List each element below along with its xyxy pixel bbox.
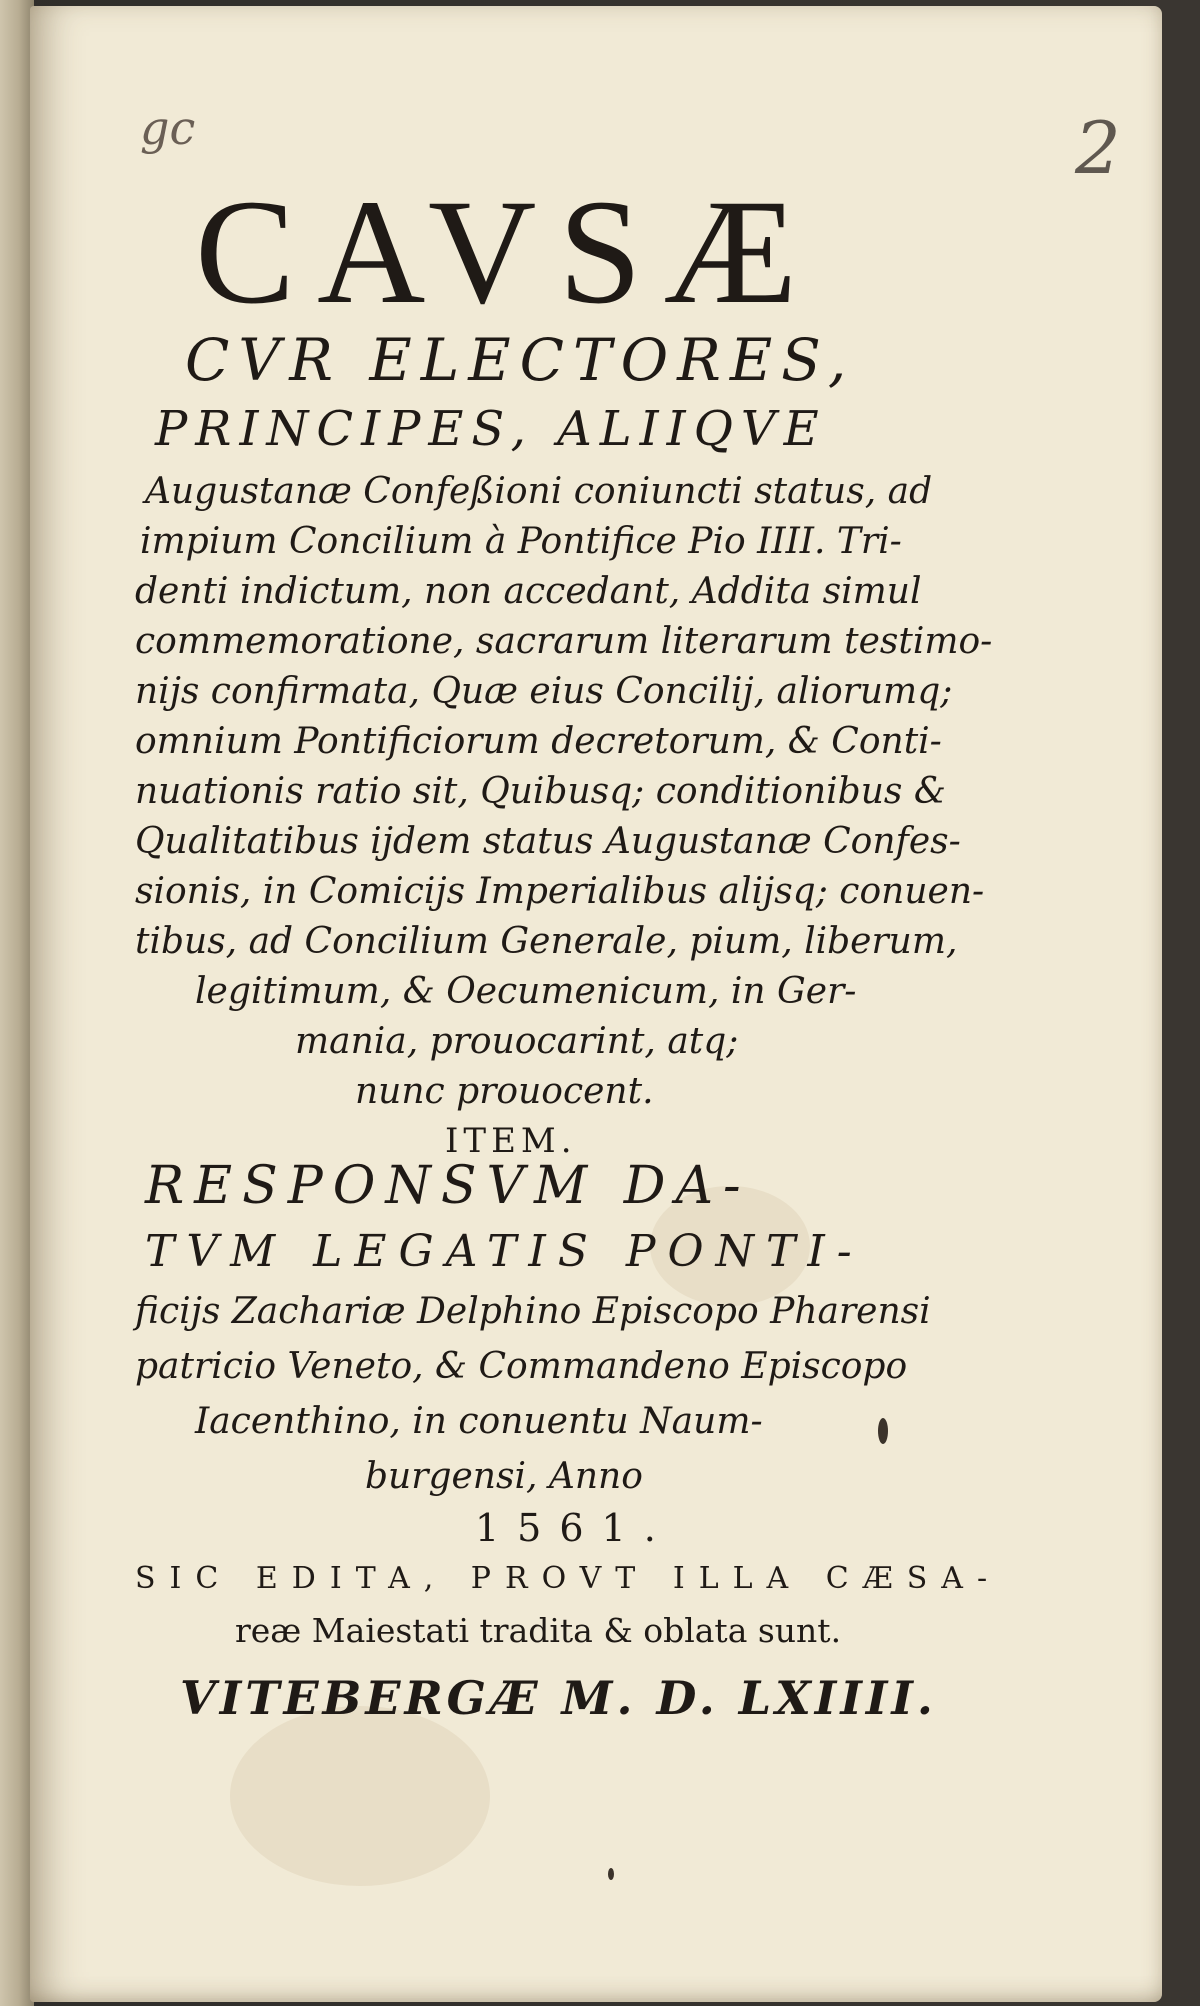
response-line-1: RESPONSVM DA- (145, 1156, 751, 1216)
edition-line-2: reæ Maiestati tradita & oblata sunt. (235, 1611, 842, 1650)
body-line: impium Concilium à Pontifice Pio IIII. Tri- (140, 521, 902, 562)
response-line-2: TVM LEGATIS PONTI- (145, 1226, 864, 1277)
response-body-line: patricio Veneto, & Commandeno Episcopo (135, 1346, 908, 1387)
item-heading: ITEM. (445, 1121, 577, 1161)
body-line: nijs confirmata, Quæ eius Concilij, aliorumq; (135, 671, 953, 712)
body-line: legitimum, & Oecumenicum, in Ger- (195, 971, 857, 1012)
ink-mark (878, 1418, 888, 1444)
handwritten-page-number: 2 (1075, 106, 1121, 190)
body-line: tibus, ad Concilium Generale, pium, liberum, (135, 921, 958, 962)
ink-mark (608, 1868, 614, 1880)
body-line: nunc prouocent. (355, 1071, 654, 1112)
body-line: nuationis ratio sit, Quibusq; conditionibus & (135, 771, 946, 812)
response-body-line: burgensi, Anno (365, 1456, 643, 1497)
handwritten-annotation-left: gc (140, 101, 196, 155)
response-body-line: Iacenthino, in conuentu Naum- (195, 1401, 763, 1442)
body-line: mania, prouocarint, atq; (295, 1021, 739, 1062)
edition-line-1: SIC EDITA, PROVT ILLA CÆSA- (135, 1561, 1002, 1596)
title-page (30, 6, 1162, 2002)
book-spine (0, 0, 34, 2006)
main-title: CAVSÆ (195, 169, 820, 335)
paper-stain (230, 1706, 490, 1886)
body-line: omnium Pontificiorum decretorum, & Conti- (135, 721, 942, 762)
body-line: commemoratione, sacrarum literarum testimo- (135, 621, 993, 662)
body-line: Augustanæ Confeßioni coniuncti status, ad (145, 471, 933, 512)
body-line: Qualitatibus ijdem status Augustanæ Confes- (135, 821, 961, 862)
body-line: sionis, in Comicijs Imperialibus alijsq; conuen- (135, 871, 985, 912)
response-body-line: ficijs Zachariæ Delphino Episcopo Pharensi (135, 1291, 931, 1332)
publication-year: 1561. (475, 1506, 674, 1550)
body-line: denti indictum, non accedant, Addita simul (135, 571, 922, 612)
imprint: VITEBERGÆ M. D. LXIIII. (180, 1671, 937, 1725)
subtitle-line-2: PRINCIPES, ALIIQVE (155, 401, 827, 457)
subtitle-line-1: CVR ELECTORES, (185, 326, 856, 394)
